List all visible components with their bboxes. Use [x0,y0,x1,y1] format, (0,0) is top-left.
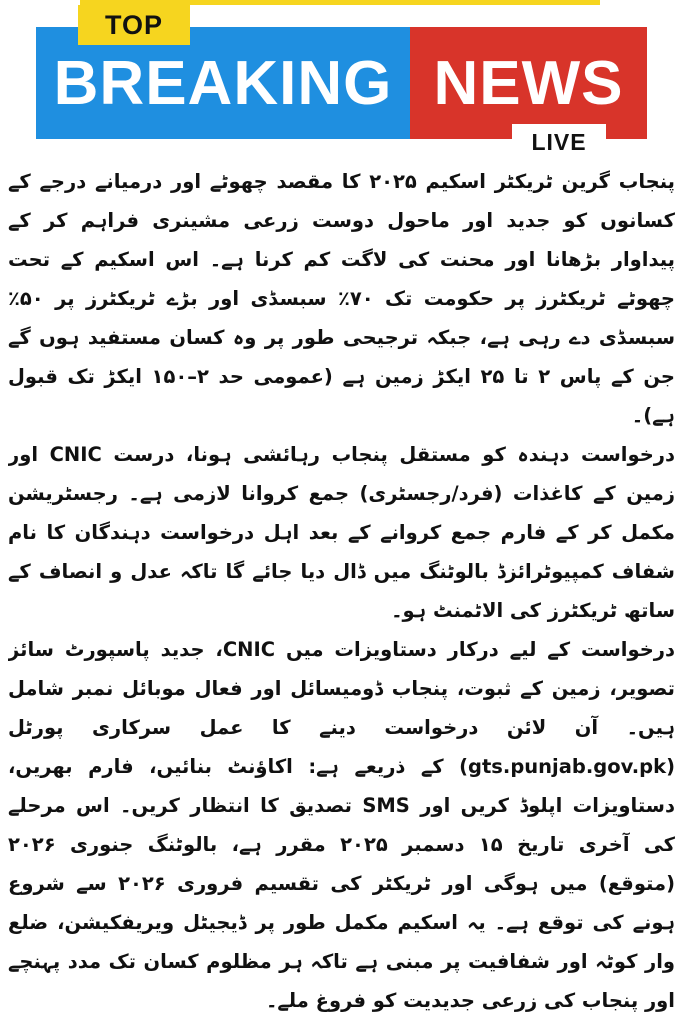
breaking-news-banner [0,0,683,160]
article-body [8,162,675,1020]
article-paragraph-2: درخواست دہندہ کو مستقل پنجاب رہائشی ہونا، درست CNIC اور زمین کے کاغذات (فرد/رجسٹری) جمع کروانا لازمی ہے۔ رجسٹریشن مکمل کر کے فارم جمع کروانے کے بعد اہل درخواست دہندگان کا نام شفاف کمپیوٹرائزڈ بالوٹنگ میں ڈال دیا جائے گا تاکہ عدل و انصاف کے ساتھ ٹریکٹرز کی الاٹمنٹ ہو۔ [8,443,675,622]
article-paragraph-3: درخواست کے لیے درکار دستاویزات میں CNIC، جدید پاسپورٹ سائز تصویر، زمین کے ثبوت، پنجاب ڈومیسائل اور فعال موبائل نمبر شامل ہیں۔ آن لائن درخواست دینے کا عمل سرکاری پورٹل (gts.punjab.gov.pk) کے ذریعے ہے: اکاؤنٹ بنائیں، فارم بھریں، دستاویزات اپلوڈ کریں اور SMS تصدیق کا انتظار کریں۔ اس مرحلے کی آخری تاریخ ۱۵ دسمبر ۲۰۲۵ مقرر ہے، بالوٹنگ جنوری ۲۰۲۶ (متوقع) میں ہوگی اور ٹریکٹر کی تقسیم فروری ۲۰۲۶ سے شروع ہونے کی توقع ہے۔ یہ اسکیم مکمل طور پر ڈیجیٹل ویریفکیشن، ضلع وار کوٹہ اور شفافیت پر مبنی ہے تاکہ ہر مظلوم کسان تک مدد پہنچے اور پنجاب کی زرعی جدیدیت کو فروغ ملے۔ [8,638,675,1012]
live-badge: LIVE [512,124,606,160]
news-label: NEWS [433,48,624,118]
top-badge: TOP [78,5,190,45]
article-paragraph-1: پنجاب گرین ٹریکٹر اسکیم ۲۰۲۵ کا مقصد چھوٹے اور درمیانے درجے کے کسانوں کو جدید اور ماحول دوست زرعی مشینری فراہم کر کے پیداوار بڑھانا اور محنت کی لاگت کم کرنا ہے۔ اس اسکیم کے تحت چھوٹے ٹریکٹرز پر حکومت تک ۷۰٪ سبسڈی اور بڑے ٹریکٹرز پر ۵۰٪ سبسڈی دے رہی ہے، جبکہ ترجیحی طور پر وہ کسان مستفید ہوں گے جن کے پاس ۲ تا ۲۵ ایکڑ زمین ہے (عمومی حد ۲–۱۵۰ ایکڑ تک قبول ہے)۔ [8,170,675,427]
breaking-label: BREAKING [53,48,393,118]
